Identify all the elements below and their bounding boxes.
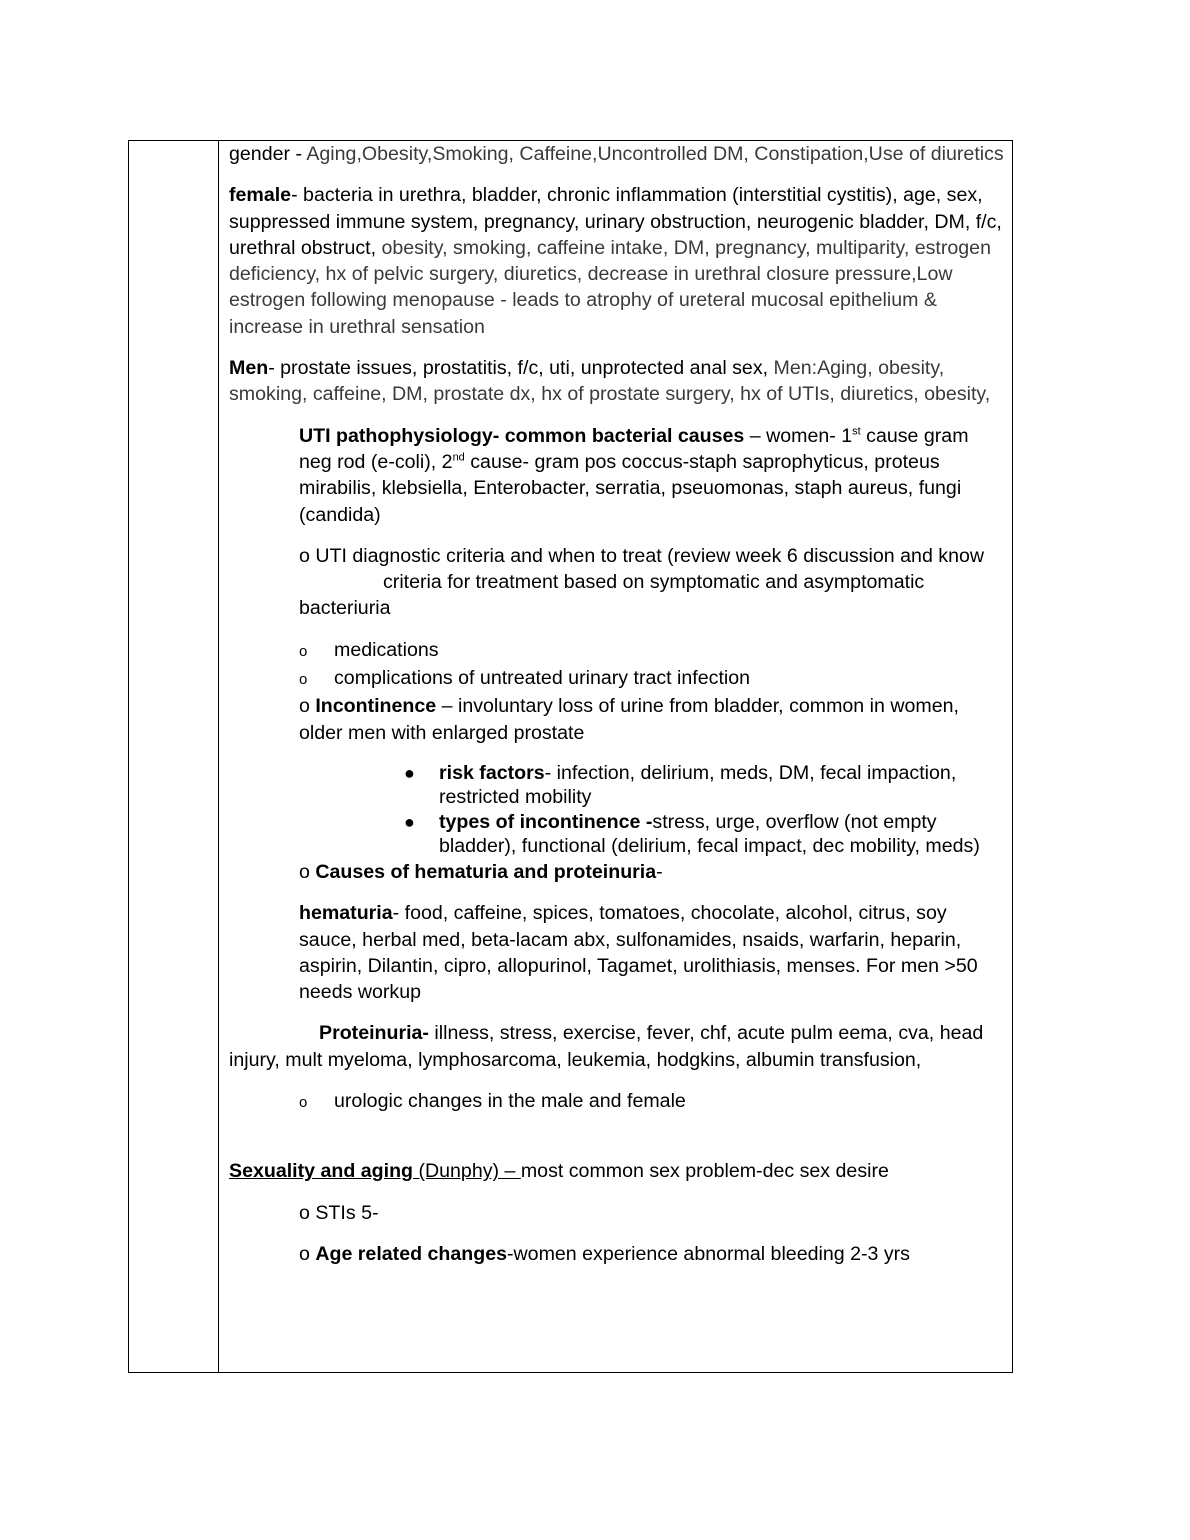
table-cell-content — [229, 141, 1004, 1267]
bullet-risk-factors: ● risk factors- infection, delirium, meds, DM, fecal impaction, restricted mobility — [404, 761, 957, 809]
list-item: o medications — [299, 638, 439, 661]
paragraph-men: Men- prostate issues, prostatitis, f/c, uti, unprotected anal sex, Men:Aging, obesity, smoking, caffeine, DM, prostate dx, hx of prostate surgery, hx of UTIs, diuretics, obesity, — [229, 357, 991, 406]
paragraph-gender: gender - Aging,Obesity,Smoking, Caffeine,Uncontrolled DM, Constipation,Use of diuretics — [229, 143, 1004, 165]
bullet-icon: ● — [404, 762, 415, 783]
paragraph-sexuality-aging: Sexuality and aging (Dunphy) – most common sex problem-dec sex desire — [229, 1160, 889, 1183]
column-divider — [218, 141, 219, 1372]
paragraph-uti-pathophysiology: UTI pathophysiology- common bacterial causes – women- 1st cause gram neg rod (e-coli), 2nd cause- gram pos coccus-staph saprophyticus, proteus mirabilis, klebsiella, Enterobacter, serratia, pseuomonas, staph aureus, fungi (candida) — [299, 424, 969, 526]
paragraph-female: female- bacteria in urethra, bladder, chronic inflammation (interstitial cystitis), age, sex, suppressed immune system, pregnancy, urinary obstruction, neurogenic bladder, DM, f/c, urethral obstruct, obesity, smoking, caffeine intake, DM, pregnancy, multiparity, estrogen deficiency, hx of pelvic surgery, diuretics, decrease in urethral closure pressure,Low estrogen following menopause - leads to atrophy of ureteral mucosal epithelium & increase in urethral sensation — [229, 184, 1002, 338]
paragraph-uti-criteria: o UTI diagnostic criteria and when to treat (review week 6 discussion and knowcriteria for treatment based on symptomatic and asymptomatic bacteriuria — [299, 544, 985, 620]
bullet-types-of-incontinence: ● types of incontinence -stress, urge, overflow (not empty bladder), functional (delirium, fecal impact, dec mobility, meds) — [404, 810, 980, 858]
paragraph-proteinuria: Proteinuria- illness, stress, exercise, fever, chf, acute pulm eema, cva, head injury, mult myeloma, lymphosarcoma, leukemia, hodgkins, albumin transfusion, — [229, 1022, 984, 1071]
paragraph-hematuria: hematuria- food, caffeine, spices, tomatoes, chocolate, alcohol, citrus, soy sauce, herbal med, beta-lacam abx, sulfonamides, nsaids, warfarin, heparin, aspirin, Dilantin, cipro, allopurinol, Tagamet, urolithiasis, menses. For men >50 needs workup — [299, 902, 978, 1004]
list-item: o urologic changes in the male and female — [299, 1090, 686, 1113]
list-item: o complications of untreated urinary tract infection — [299, 667, 751, 690]
paragraph-causes-heading: o Causes of hematuria and proteinuria- — [299, 860, 663, 883]
bullet-icon: ● — [404, 811, 415, 832]
paragraph-age-related-changes: o Age related changes-women experience abnormal bleeding 2-3 yrs — [299, 1242, 910, 1265]
paragraph-incontinence: o Incontinence – involuntary loss of urine from bladder, common in women, older men with enlarged prostate — [299, 695, 959, 744]
paragraph-stis: o STIs 5- — [299, 1201, 379, 1224]
